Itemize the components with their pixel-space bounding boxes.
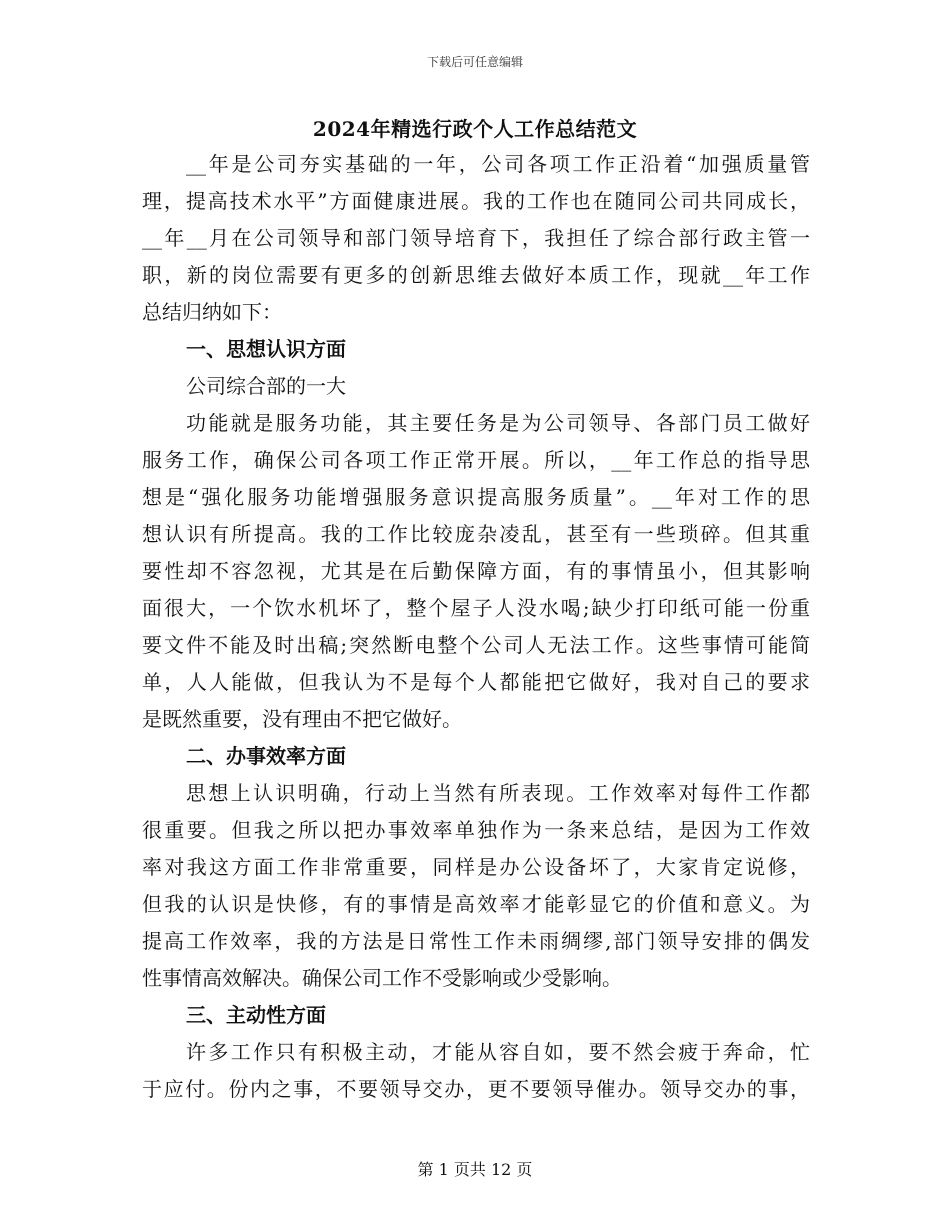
paragraph-line: 想认识有所提高。我的工作比较庞杂凌乱，甚至有一些琐碎。但其重	[142, 522, 810, 546]
paragraph-line: 性事情高效解决。确保公司工作不受影响或少受影响。	[142, 966, 622, 990]
paragraph-line: 思想上认识明确，行动上当然有所表现。工作效率对每件工作都	[186, 781, 810, 805]
paragraph-line: 但我的认识是快修，有的事情是高效率才能彰显它的价值和意义。为	[142, 892, 810, 916]
document-title: 2024年精选行政个人工作总结范文	[312, 117, 638, 141]
paragraph-line: 理，提高技术水平”方面健康进展。我的工作也在随同公司共同成长，	[142, 189, 810, 213]
paragraph-line: 率对我这方面工作非常重要，同样是办公设备坏了，大家肯定说修，	[142, 855, 810, 879]
paragraph-line: 面很大，一个饮水机坏了，整个屋子人没水喝;缺少打印纸可能一份重	[142, 596, 810, 620]
section-heading: 三、主动性方面	[186, 1003, 326, 1027]
paragraph-line: 许多工作只有积极主动，才能从容自如，要不然会疲于奔命，忙	[186, 1040, 810, 1064]
paragraph-line: __年__月在公司领导和部门领导培育下，我担任了综合部行政主管一	[142, 226, 810, 250]
paragraph-line: 要性却不容忽视，尤其是在后勤保障方面，有的事情虽小，但其影响	[142, 559, 810, 583]
paragraph-line: 是既然重要，没有理由不把它做好。	[142, 707, 462, 731]
paragraph-line: 想是“强化服务功能增强服务意识提高服务质量”。__年对工作的思	[142, 485, 810, 509]
paragraph-line: 很重要。但我之所以把办事效率单独作为一条来总结，是因为工作效	[142, 818, 810, 842]
paragraph-line: 总结归纳如下：	[142, 300, 282, 324]
paragraph-line: __年是公司夯实基础的一年，公司各项工作正沿着“加强质量管	[186, 152, 810, 176]
paragraph-line: 职，新的岗位需要有更多的创新思维去做好本质工作，现就__年工作	[142, 263, 810, 287]
section-heading: 二、办事效率方面	[186, 744, 346, 768]
paragraph-line: 功能就是服务功能，其主要任务是为公司领导、各部门员工做好	[186, 411, 810, 435]
document-body	[142, 146, 810, 1108]
paragraph-line: 于应付。份内之事，不要领导交办，更不要领导催办。领导交办的事，	[142, 1077, 810, 1101]
page-header-note: 下载后可任意编辑	[426, 55, 523, 69]
paragraph-line: 服务工作，确保公司各项工作正常开展。所以，__年工作总的指导思	[142, 448, 810, 472]
paragraph-line: 要文件不能及时出稿;突然断电整个公司人无法工作。这些事情可能简	[142, 633, 810, 657]
paragraph-line: 单，人人能做，但我认为不是每个人都能把它做好，我对自己的要求	[142, 670, 810, 694]
section-heading: 一、思想认识方面	[186, 337, 346, 361]
paragraph-line: 公司综合部的一大	[186, 374, 346, 398]
paragraph-line: 提高工作效率，我的方法是日常性工作未雨绸缪,部门领导安排的偶发	[142, 929, 810, 953]
page-number-footer: 第 1 页共 12 页	[417, 1160, 533, 1179]
